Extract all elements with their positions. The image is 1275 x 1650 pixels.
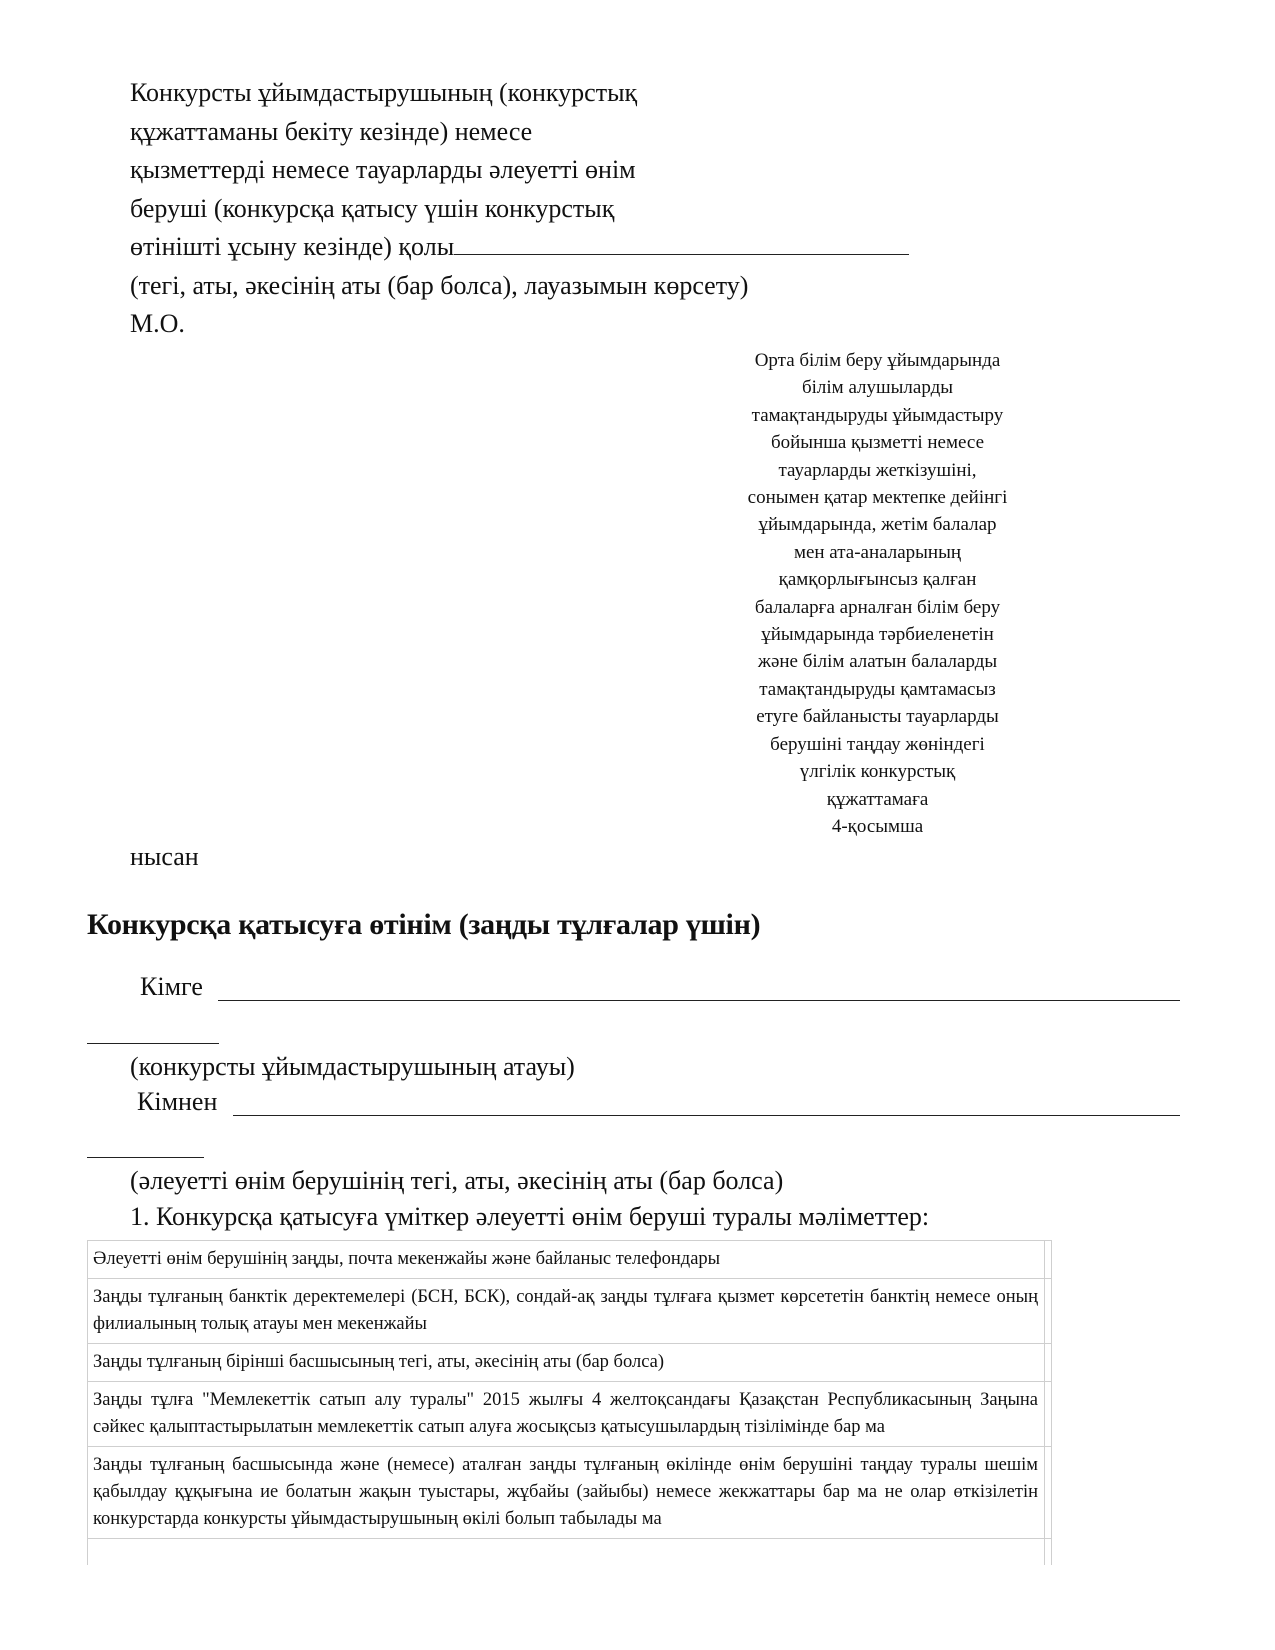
to-field-label: Кімге bbox=[140, 972, 203, 1001]
appendix-line: мен ата-аналарының bbox=[793, 541, 962, 563]
form-label: нысан bbox=[130, 842, 199, 871]
to-field-input-continuation[interactable] bbox=[87, 1043, 219, 1044]
appendix-line: үлгілік конкурстық bbox=[799, 761, 956, 783]
table-row bbox=[88, 1241, 1052, 1279]
signature-text-line: қызметтерді немесе тауарларды әлеуетті өнім bbox=[130, 155, 636, 184]
table-value-cell[interactable] bbox=[1045, 1241, 1052, 1279]
signature-block bbox=[130, 74, 909, 344]
appendix-line: қамқорлығынсыз қалған bbox=[778, 569, 977, 591]
appendix-line: берушіні таңдау жөніндегі bbox=[770, 733, 985, 755]
signature-caption: (тегі, аты, әкесінің аты (бар болса), лауазымын көрсету) bbox=[130, 270, 749, 300]
appendix-line: бойынша қызметті немесе bbox=[770, 432, 985, 454]
table-cell: Заңды тұлғаның банктік деректемелері (БСН, БСК), сондай-ақ заңды тұлғаға қызмет көрсететін банктің немесе оның филиалының толық атауы мен мекенжайы bbox=[88, 1279, 1045, 1344]
appendix-line: тауарларды жеткізушіні, bbox=[778, 459, 977, 481]
signature-text-line: Конкурсты ұйымдастырушының (конкурстық bbox=[130, 78, 638, 107]
from-field-label: Кімнен bbox=[137, 1087, 218, 1116]
table-cell: Заңды тұлғаның бірінші басшысының тегі, аты, әкесінің аты (бар болса) bbox=[88, 1344, 1045, 1382]
signature-blank[interactable] bbox=[454, 230, 909, 255]
table-row bbox=[88, 1447, 1052, 1539]
table-value-cell[interactable] bbox=[1045, 1447, 1052, 1539]
appendix-line: Орта білім беру ұйымдарында bbox=[754, 350, 1001, 371]
appendix-line: ұйымдарында тәрбиеленетін bbox=[761, 624, 994, 646]
from-field-input[interactable] bbox=[233, 1115, 1180, 1116]
supplier-info-table bbox=[87, 1240, 1052, 1565]
table-cell-empty[interactable] bbox=[88, 1539, 1045, 1566]
page-title: Конкурсқа қатысуға өтінім (заңды тұлғалар үшін) bbox=[87, 908, 761, 941]
appendix-line: білім алушыларды bbox=[801, 377, 954, 399]
table-value-cell[interactable] bbox=[1045, 1382, 1052, 1447]
appendix-line: балаларға арналған білім беру bbox=[754, 596, 1001, 618]
signature-text-line: құжаттаманы бекіту кезінде) немесе bbox=[130, 116, 533, 146]
table-value-cell[interactable] bbox=[1045, 1344, 1052, 1382]
table-row bbox=[88, 1382, 1052, 1447]
appendix-line: және білім алатын балаларды bbox=[757, 651, 998, 673]
appendix-line: құжаттамаға bbox=[826, 788, 929, 810]
appendix-number: 4-қосымша bbox=[831, 815, 924, 837]
appendix-line: тамақтандыруды қамтамасыз bbox=[759, 678, 996, 700]
appendix-line: сонымен қатар мектепке дейінгі bbox=[747, 487, 1008, 509]
table-row-empty bbox=[88, 1539, 1052, 1566]
section-heading: 1. Конкурсқа қатысуға үміткер әлеуетті өнім беруші туралы мәліметтер: bbox=[130, 1202, 930, 1231]
signature-line bbox=[130, 228, 909, 267]
appendix-note bbox=[700, 347, 1055, 840]
from-field-caption: (әлеуетті өнім берушінің тегі, аты, әкесінің аты (бар болса) bbox=[130, 1166, 784, 1195]
table-cell: Заңды тұлға "Мемлекеттік сатып алу туралы" 2015 жылғы 4 желтоқсандағы Қазақстан Республикасының Заңына сәйкес қалыптастырылатын мемлекеттік сатып алуға жосықсыз қатысушылардың тізілімінде бар ма bbox=[88, 1382, 1045, 1447]
appendix-line: тамақтандыруды ұйымдастыру bbox=[751, 404, 1004, 426]
table-row bbox=[88, 1344, 1052, 1382]
table-value-cell[interactable] bbox=[1045, 1279, 1052, 1344]
to-field-caption: (конкурсты ұйымдастырушының атауы) bbox=[130, 1052, 575, 1081]
table-cell: Әлеуетті өнім берушінің заңды, почта мекенжайы және байланыс телефондары bbox=[88, 1241, 1045, 1279]
table-cell: Заңды тұлғаның басшысында және (немесе) аталған заңды тұлғаның өкілінде өнім берушіні таңдау туралы шешім қабылдау құқығына ие болатын жақын туыстары, жұбайы (зайыбы) немесе жекжаттары бар ма не олар өткізілетін конкурстарда конкурсты ұйымдастырушының өкілі болып табылады ма bbox=[88, 1447, 1045, 1539]
to-field-input[interactable] bbox=[218, 1000, 1180, 1001]
stamp-label: М.О. bbox=[130, 309, 185, 338]
signature-text-line: беруші (конкурсқа қатысу үшін конкурстық bbox=[130, 193, 615, 223]
appendix-line: ұйымдарында, жетім балалар bbox=[758, 514, 997, 536]
from-field-input-continuation[interactable] bbox=[87, 1157, 204, 1158]
table-row bbox=[88, 1279, 1052, 1344]
signature-text-line: өтінішті ұсыну кезінде) қолы bbox=[130, 232, 455, 261]
table-value-cell[interactable] bbox=[1045, 1539, 1052, 1566]
appendix-line: етуге байланысты тауарларды bbox=[756, 706, 999, 728]
